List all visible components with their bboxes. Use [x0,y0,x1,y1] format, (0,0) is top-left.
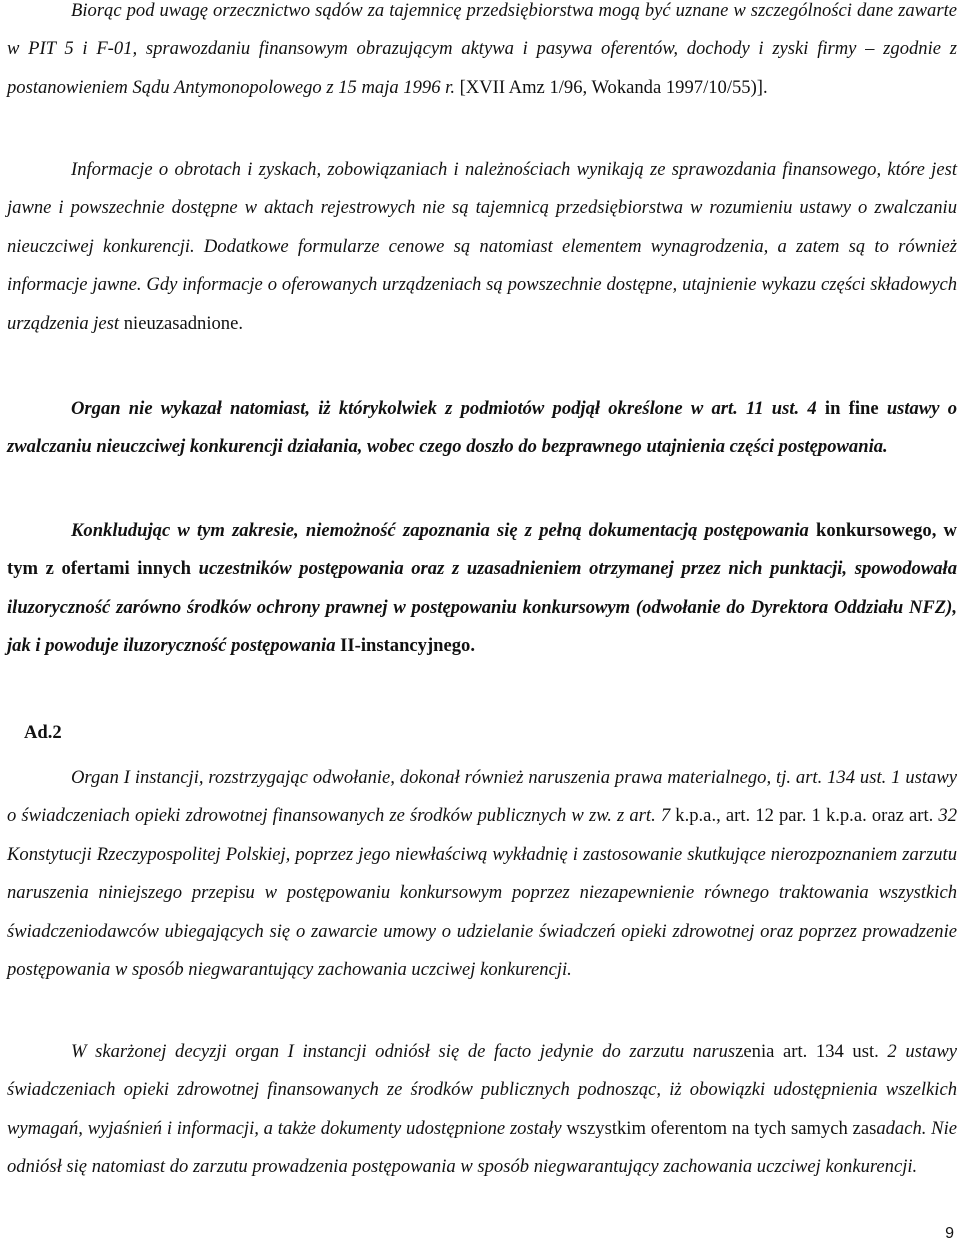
paragraph-material-law [7,759,957,989]
paragraph-organ-failure [7,390,957,467]
paragraph-case-law [7,0,957,107]
paragraph-financial-info [7,151,957,343]
paragraph-text: [XVII Amz 1/96, Wokanda 1997/10/55)]. [454,76,768,98]
paragraph-text: 2 ustawy świadczeniach opieki zdrowotnej finansowanych ze środków publicznych podnosząc, iż obowiązki udostępnienia wszelkich wymagań, wyjaśnień i informacji, a także dokumenty udostępnione zostały [7,1041,958,1139]
paragraph-text: in fine [816,398,887,419]
paragraph-text: nieuzasadnione. [119,312,244,334]
paragraph-contested-decision [7,1033,957,1187]
paragraph-text: Organ nie wykazał natomiast, iż którykolwiek z podmiotów podjął określone w art. 11 ust. 4 [71,398,817,419]
paragraph-text: wszystkim oferentom na tych samych zas [561,1117,877,1139]
section-heading: Ad.2 [24,722,62,743]
paragraph-text: konkursowego, w tym z ofertami innych [7,520,957,580]
paragraph-text: uczestników postępowania oraz z uzasadnieniem otrzymanej przez nich punktacji, spowodowała iluzoryczność zarówno środków ochrony prawnej w postępowaniu konkursowym (odwołanie do Dyrektora Oddziału NFZ), jak i powoduje iluzoryczność postępowania [7,558,958,657]
paragraph-text: Konkludując w tym zakresie, niemożność zapoznania się z pełną dokumentacją postępowania [71,520,809,541]
paragraph-text: 32 Konstytucji Rzeczypospolitej Polskiej, poprzez jego niewłaściwą wykładnię i zastosowanie skutkujące nierozpoznaniem zarzutu naruszenia niniejszego przepisu w postępowaniu konkursowym poprzez niezapewnienie równego traktowania wszystkich świadczeniodawców ubiegających się o zawarcie umowy o udzielanie świadczeń opieki zdrowotnej oraz poprzez prowadzenie postępowania w sposób niegwarantujący zachowania uczciwej konkurencji. [7,805,957,981]
paragraph-text: k.p.a., art. 12 par. 1 k.p.a. oraz art. [670,805,939,827]
paragraph-text: adach. Nie odniósł się natomiast do zarzutu prowadzenia postępowania w sposób niegwarantujący zachowania uczciwej konkurencji. [7,1117,957,1178]
paragraph-text: Organ I instancji, rozstrzygając odwołanie, dokonał również naruszenia prawa materialnego, tj. art. 134 ust. 1 ustawy o świadczeniach opieki zdrowotnej finansowanych ze środków publicznych w zw. z art. 7 [7,767,957,827]
paragraph-text: ustawy o zwalczaniu nieuczciwej konkurencji działania, wobec czego doszło do bezprawnego utajnienia części postępowania. [7,398,958,458]
paragraph-text: II-instancyjnego. [335,635,475,657]
paragraph-conclusion [7,512,957,666]
paragraph-text: W skarżonej decyzji organ I instancji odniósł się de facto jedynie do zarzutu narus [71,1041,736,1062]
page-number: 9 [945,1225,954,1242]
paragraph-text: Biorąc pod uwagę orzecznictwo sądów za tajemnicę przedsiębiorstwa mogą być uznane w szczególności dane zawarte w PIT 5 i F-01, sprawozdaniu finansowym obrazującym aktywa i pasywa oferentów, dochody i zyski firmy – zgodnie z postanowieniem Sądu Antymonopolowego z 15 maja 1996 r. [7,0,957,98]
paragraph-text: zenia art. 134 ust. [735,1041,888,1062]
paragraph-text: Informacje o obrotach i zyskach, zobowiązaniach i należnościach wynikają ze sprawozdania finansowego, które jest jawne i powszechnie dostępne w aktach rejestrowych nie są tajemnicą przedsiębiorstwa w rozumieniu ustawy o zwalczaniu nieuczciwej konkurencji. Dodatkowe formularze cenowe są natomiast elementem wynagrodzenia, a zatem są to również informacje jawne. Gdy informacje o oferowanych urządzeniach są powszechnie dostępne, utajnienie wykazu części składowych urządzenia jest [7,159,957,334]
